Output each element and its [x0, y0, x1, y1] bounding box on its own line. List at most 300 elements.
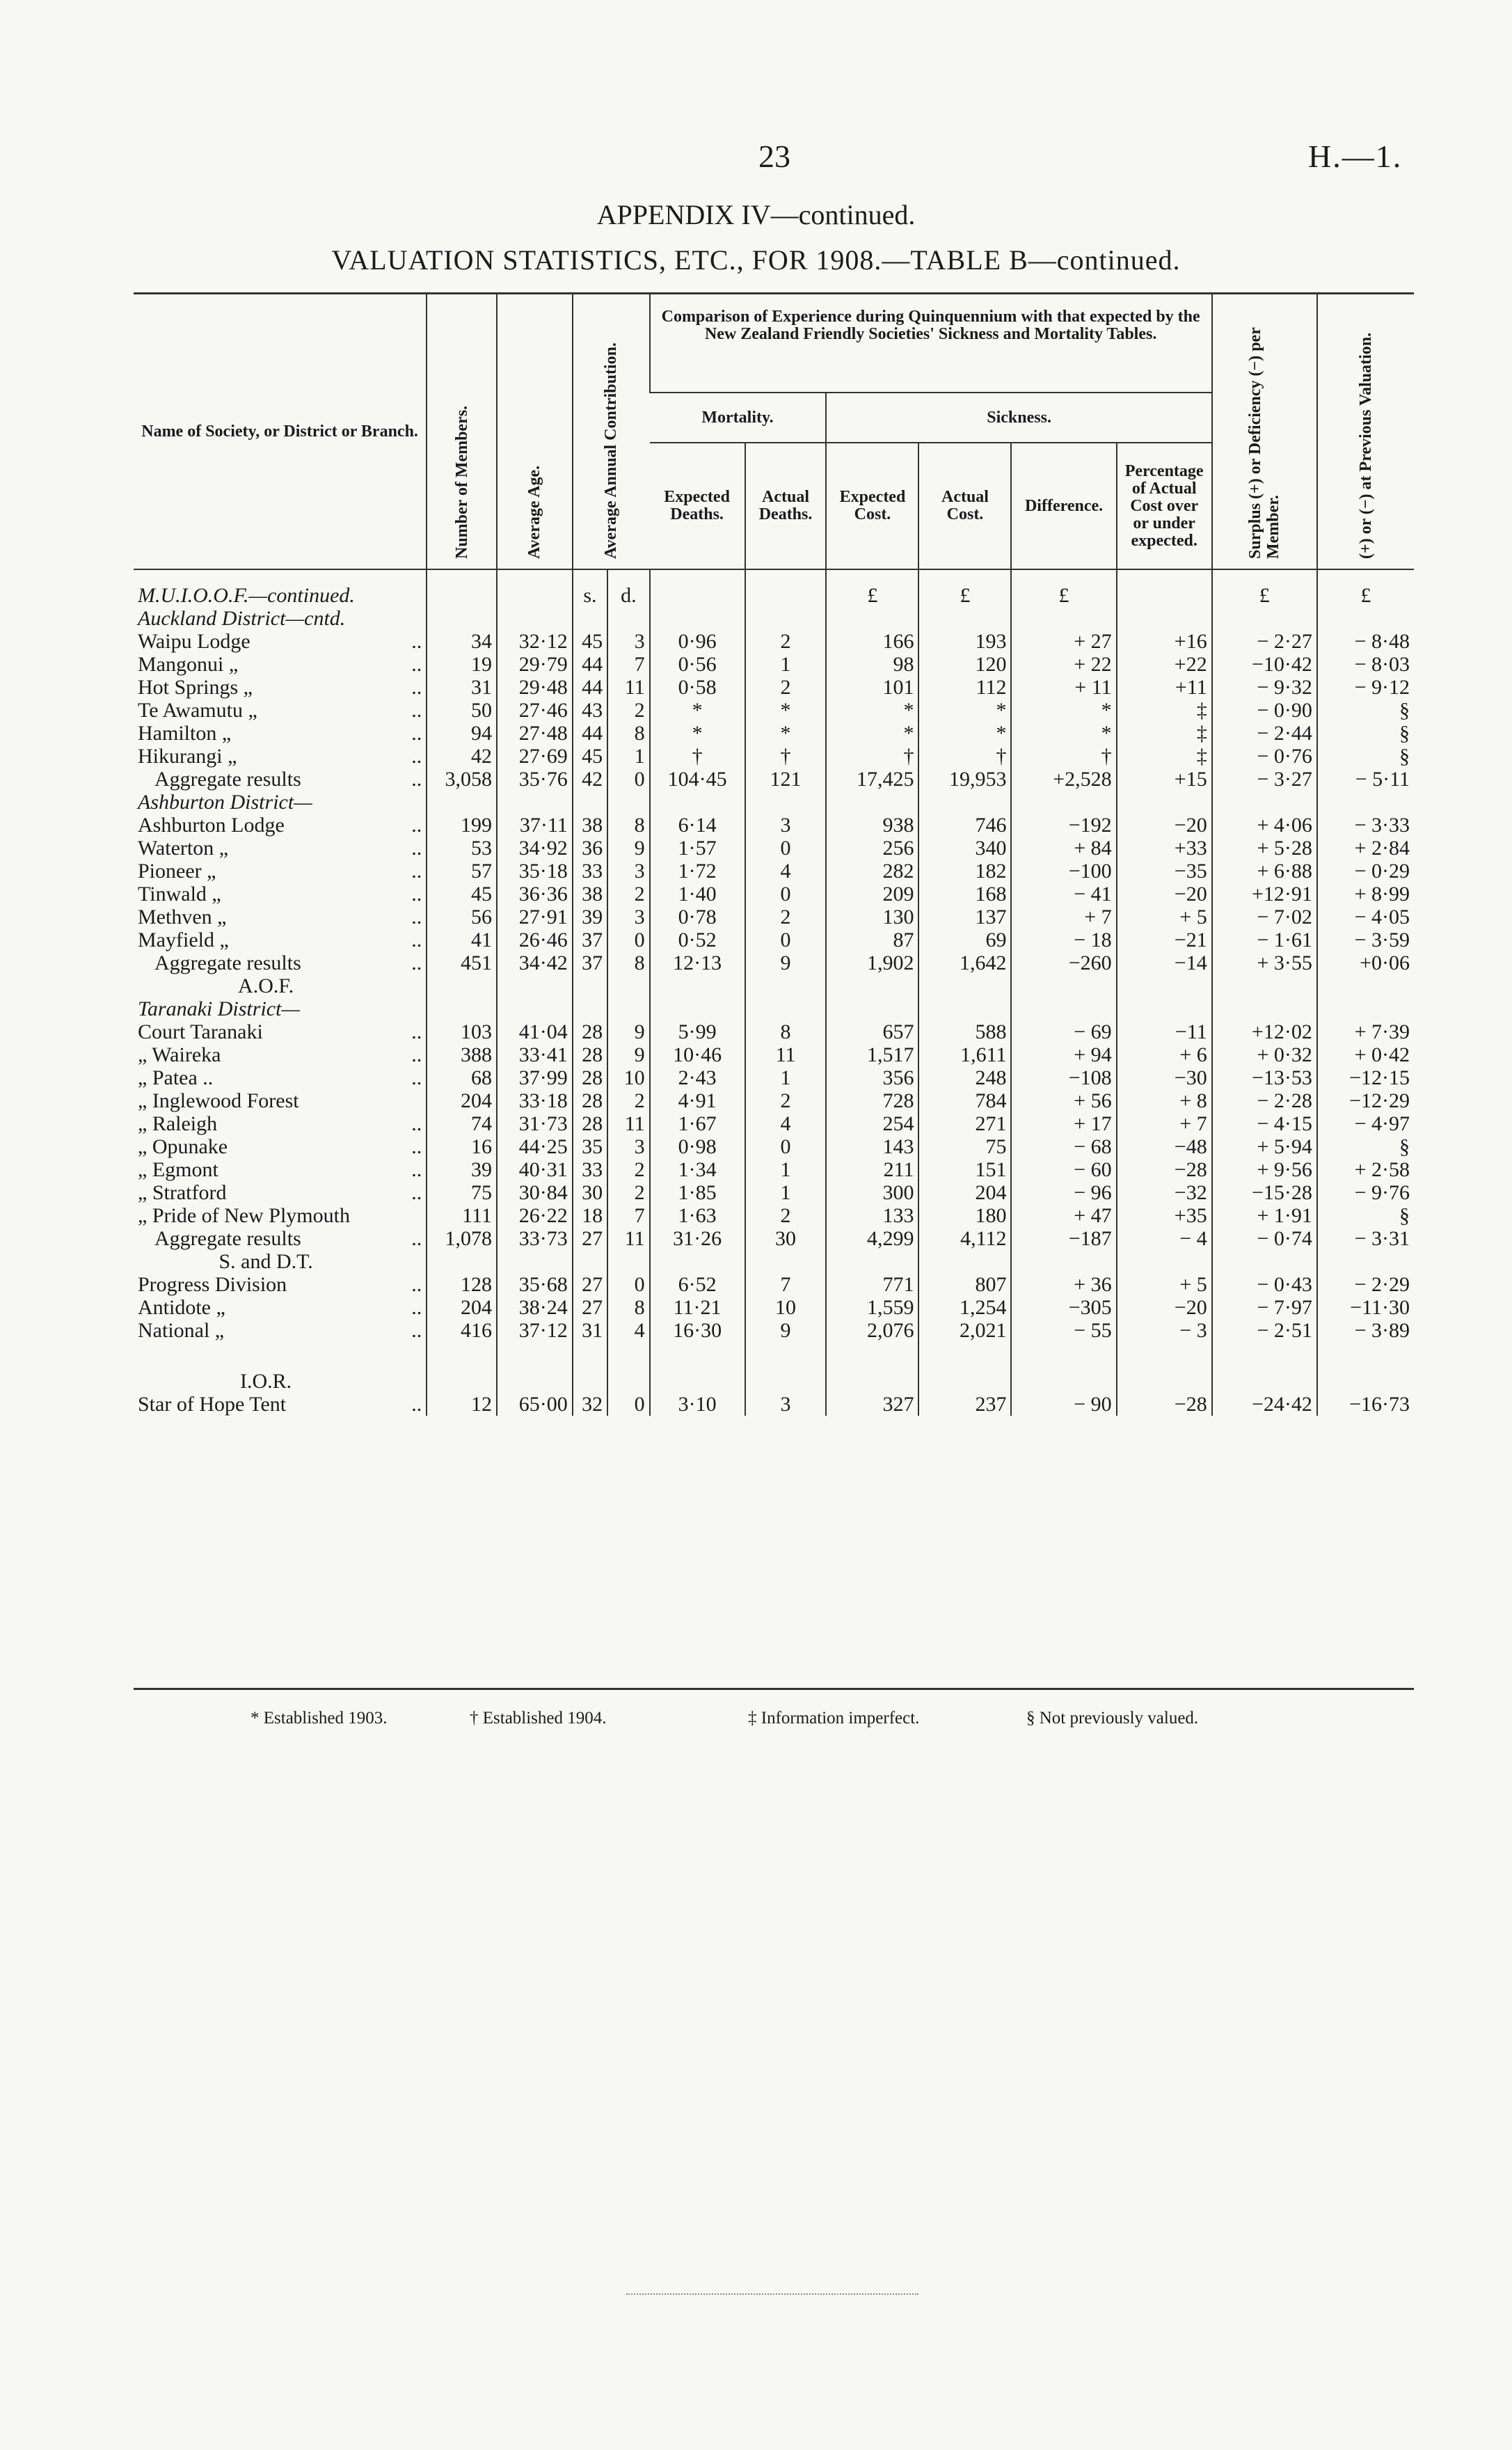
- cell-s: 30: [573, 1181, 607, 1204]
- row-label-cell: [134, 906, 427, 928]
- cell-members: 3,058: [427, 768, 497, 791]
- row-label: Aggregate results: [154, 768, 301, 791]
- branch-row: [134, 814, 1414, 837]
- row-label: Aggregate results: [154, 951, 301, 974]
- cell-exp-c: 771: [826, 1273, 918, 1296]
- cell-act-c: 271: [918, 1112, 1011, 1135]
- cell-surplus: − 9·32: [1212, 676, 1317, 699]
- cell-exp-d: 10·46: [650, 1043, 745, 1066]
- cell-act-c: 204: [918, 1181, 1011, 1204]
- branch-row: [134, 1273, 1414, 1296]
- cell-age: 27·48: [497, 722, 573, 745]
- print-smudge: [626, 2293, 918, 2295]
- cell-surplus: − 3·27: [1212, 768, 1317, 791]
- cell-prev: − 3·31: [1317, 1227, 1414, 1250]
- cell-diff: −192: [1011, 814, 1116, 837]
- cell-age: 37·99: [497, 1066, 573, 1089]
- row-label-cell: [134, 837, 427, 860]
- row-label-cell: [134, 768, 427, 791]
- cell-act-c: 746: [918, 814, 1011, 837]
- cell-act-d: 1: [745, 1181, 827, 1204]
- cell-exp-d: 1·40: [650, 883, 745, 906]
- cell-pct: −20: [1117, 814, 1212, 837]
- cell-pct: + 7: [1117, 1112, 1212, 1135]
- cell-s: 37: [573, 928, 607, 951]
- col-previous-header: (+) or (−) at Previous Valuation.: [1356, 332, 1375, 559]
- cell-diff: −305: [1011, 1296, 1116, 1319]
- cell-exp-c: 101: [826, 676, 918, 699]
- col-name-header: Name of Society, or District or Branch.: [141, 422, 418, 441]
- cell-pct: −32: [1117, 1181, 1212, 1204]
- cell-diff: − 96: [1011, 1181, 1116, 1204]
- cell-members: 74: [427, 1112, 497, 1135]
- col-age-header: Average Age.: [525, 465, 544, 559]
- cell-age: 44·25: [497, 1135, 573, 1158]
- cell-members: 103: [427, 1020, 497, 1043]
- col-expected-deaths-header: Expected Deaths.: [650, 443, 745, 569]
- cell-pct: −21: [1117, 928, 1212, 951]
- cell-d: 8: [607, 1296, 649, 1319]
- branch-row: [134, 699, 1414, 722]
- cell-age: 30·84: [497, 1181, 573, 1204]
- cell-pct: +16: [1117, 630, 1212, 653]
- cell-pct: −48: [1117, 1135, 1212, 1158]
- branch-row: [134, 745, 1414, 768]
- cell-exp-d: 0·78: [650, 906, 745, 928]
- row-label-cell: [134, 1158, 427, 1181]
- cell-d: 0: [607, 928, 649, 951]
- cell-s: 31: [573, 1319, 607, 1342]
- cell-d: 8: [607, 722, 649, 745]
- cell-act-c: 193: [918, 630, 1011, 653]
- row-label-cell: [134, 814, 427, 837]
- appendix-title: APPENDIX IV—continued.: [596, 199, 916, 230]
- row-label: Antidote „: [138, 1296, 225, 1319]
- branch-row: [134, 1158, 1414, 1181]
- branch-row: [134, 1135, 1414, 1158]
- row-label: „ Pride of New Plymouth: [138, 1204, 350, 1227]
- leader-dots: ..: [411, 745, 422, 768]
- cell-diff: +2,528: [1011, 768, 1116, 791]
- cell-d: 2: [607, 699, 649, 722]
- cell-diff: − 69: [1011, 1020, 1116, 1043]
- cell-pct: −28: [1117, 1393, 1212, 1416]
- cell-pct: −28: [1117, 1158, 1212, 1181]
- col-contribution-header: Average Annual Contribution.: [602, 342, 621, 559]
- leader-dots: ..: [411, 928, 422, 951]
- branch-row: [134, 1181, 1414, 1204]
- cell-pct: +22: [1117, 653, 1212, 676]
- cell-age: 35·18: [497, 860, 573, 883]
- cell-diff: †: [1011, 745, 1116, 768]
- row-label: Waipu Lodge: [138, 630, 250, 653]
- cell-d: 11: [607, 1112, 649, 1135]
- col-difference-header: Difference.: [1011, 443, 1116, 569]
- leader-dots: ..: [411, 1158, 422, 1181]
- branch-row: [134, 906, 1414, 928]
- cell-act-d: 10: [745, 1296, 827, 1319]
- cell-prev: + 7·39: [1317, 1020, 1414, 1043]
- leader-dots: ..: [411, 906, 422, 928]
- row-label-cell: [134, 951, 427, 974]
- leader-dots: ..: [411, 883, 422, 906]
- cell-surplus: + 6·88: [1212, 860, 1317, 883]
- cell-act-c: 168: [918, 883, 1011, 906]
- cell-prev: − 4·05: [1317, 906, 1414, 928]
- cell-exp-d: 1·57: [650, 837, 745, 860]
- cell-age: 33·41: [497, 1043, 573, 1066]
- cell-members: 16: [427, 1135, 497, 1158]
- cell-surplus: − 0·90: [1212, 699, 1317, 722]
- cell-surplus: − 4·15: [1212, 1112, 1317, 1135]
- cell-pct: +33: [1117, 837, 1212, 860]
- cell-diff: + 22: [1011, 653, 1116, 676]
- cell-age: 34·42: [497, 951, 573, 974]
- footnote-established-1903: * Established 1903.: [250, 1709, 388, 1728]
- cell-d: 9: [607, 1020, 649, 1043]
- cell-members: 111: [427, 1204, 497, 1227]
- row-label-cell: [134, 745, 427, 768]
- cell-members: 42: [427, 745, 497, 768]
- cell-surplus: − 0·76: [1212, 745, 1317, 768]
- cell-s: 35: [573, 1135, 607, 1158]
- district-heading-label: Ashburton District—: [138, 791, 312, 814]
- cell-age: 40·31: [497, 1158, 573, 1181]
- cell-pct: −11: [1117, 1020, 1212, 1043]
- branch-row: [134, 653, 1414, 676]
- row-label: Hamilton „: [138, 722, 232, 745]
- cell-s: 28: [573, 1112, 607, 1135]
- cell-act-c: 180: [918, 1204, 1011, 1227]
- cell-act-c: †: [918, 745, 1011, 768]
- cell-exp-d: 6·14: [650, 814, 745, 837]
- society-heading-label: I.O.R.: [240, 1370, 292, 1393]
- cell-act-d: 4: [745, 1112, 827, 1135]
- aggregate-row: [134, 768, 1414, 791]
- cell-members: 416: [427, 1319, 497, 1342]
- row-label: Waterton „: [138, 837, 229, 860]
- row-label-cell: [134, 1112, 427, 1135]
- cell-surplus: − 2·28: [1212, 1089, 1317, 1112]
- cell-act-d: 2: [745, 676, 827, 699]
- cell-surplus: − 2·27: [1212, 630, 1317, 653]
- cell-exp-c: 256: [826, 837, 918, 860]
- cell-act-c: 1,642: [918, 951, 1011, 974]
- cell-exp-d: 11·21: [650, 1296, 745, 1319]
- cell-members: 50: [427, 699, 497, 722]
- row-label-cell: [134, 699, 427, 722]
- cell-age: 32·12: [497, 630, 573, 653]
- cell-act-c: 340: [918, 837, 1011, 860]
- cell-diff: − 68: [1011, 1135, 1116, 1158]
- row-label: „ Egmont: [138, 1158, 218, 1181]
- cell-age: 29·48: [497, 676, 573, 699]
- cell-prev: + 8·99: [1317, 883, 1414, 906]
- cell-act-d: *: [745, 699, 827, 722]
- cell-act-d: 30: [745, 1227, 827, 1250]
- cell-act-c: 588: [918, 1020, 1011, 1043]
- cell-s: 42: [573, 768, 607, 791]
- cell-prev: §: [1317, 699, 1414, 722]
- cell-exp-c: 300: [826, 1181, 918, 1204]
- leader-dots: ..: [411, 1112, 422, 1135]
- cell-s: 45: [573, 630, 607, 653]
- cell-act-d: 0: [745, 928, 827, 951]
- cell-diff: −260: [1011, 951, 1116, 974]
- row-label-cell: [134, 653, 427, 676]
- cell-act-d: *: [745, 722, 827, 745]
- cell-pct: −14: [1117, 951, 1212, 974]
- cell-d: 11: [607, 1227, 649, 1250]
- cell-act-d: 11: [745, 1043, 827, 1066]
- cell-act-c: *: [918, 722, 1011, 745]
- row-label: Methven „: [138, 906, 227, 928]
- cell-prev: − 8·03: [1317, 653, 1414, 676]
- leader-dots: ..: [411, 860, 422, 883]
- cell-diff: −108: [1011, 1066, 1116, 1089]
- cell-prev: − 0·29: [1317, 860, 1414, 883]
- cell-prev: + 2·84: [1317, 837, 1414, 860]
- cell-exp-d: 1·85: [650, 1181, 745, 1204]
- col-actual-cost-header: Actual Cost.: [918, 443, 1011, 569]
- cell-diff: *: [1011, 699, 1116, 722]
- cell-pct: +15: [1117, 768, 1212, 791]
- row-label: Hot Springs „: [138, 676, 253, 699]
- society-heading: [134, 1370, 1414, 1393]
- cell-age: 38·24: [497, 1296, 573, 1319]
- cell-surplus: − 7·02: [1212, 906, 1317, 928]
- cell-exp-d: 0·96: [650, 630, 745, 653]
- cell-diff: + 56: [1011, 1089, 1116, 1112]
- cell-age: 27·69: [497, 745, 573, 768]
- cell-d: 8: [607, 951, 649, 974]
- cell-members: 56: [427, 906, 497, 928]
- footnote-information-imperfect: ‡ Information imperfect.: [748, 1709, 920, 1728]
- row-label-cell: [134, 630, 427, 653]
- units-row: [134, 569, 1414, 607]
- branch-row: [134, 837, 1414, 860]
- table-header: [134, 294, 1414, 570]
- row-label: Hikurangi „: [138, 745, 237, 768]
- row-label-cell: [134, 1296, 427, 1319]
- cell-d: 1: [607, 745, 649, 768]
- district-heading-label: Taranaki District—: [138, 997, 301, 1020]
- row-label-cell: [134, 676, 427, 699]
- cell-act-d: 0: [745, 1135, 827, 1158]
- cell-prev: −12·29: [1317, 1089, 1414, 1112]
- cell-act-c: 182: [918, 860, 1011, 883]
- branch-row: [134, 928, 1414, 951]
- aggregate-row: [134, 1227, 1414, 1250]
- row-label: Ashburton Lodge: [138, 814, 285, 837]
- cell-act-d: 8: [745, 1020, 827, 1043]
- row-label: Mayfield „: [138, 928, 229, 951]
- row-label: „ Opunake: [138, 1135, 228, 1158]
- cell-act-c: 112: [918, 676, 1011, 699]
- leader-dots: ..: [411, 1296, 422, 1319]
- branch-row: [134, 1043, 1414, 1066]
- cell-exp-c: 130: [826, 906, 918, 928]
- cell-prev: +0·06: [1317, 951, 1414, 974]
- row-label-cell: [134, 722, 427, 745]
- cell-d: 0: [607, 1393, 649, 1416]
- cell-d: 3: [607, 630, 649, 653]
- cell-s: 38: [573, 814, 607, 837]
- cell-pct: ‡: [1117, 745, 1212, 768]
- cell-act-d: 1: [745, 1066, 827, 1089]
- cell-s: 37: [573, 951, 607, 974]
- cell-act-c: 137: [918, 906, 1011, 928]
- cell-exp-d: 0·56: [650, 653, 745, 676]
- row-label: „ Patea ..: [138, 1066, 214, 1089]
- cell-exp-d: 0·52: [650, 928, 745, 951]
- cell-act-c: *: [918, 699, 1011, 722]
- cell-pct: −30: [1117, 1066, 1212, 1089]
- cell-age: 26·22: [497, 1204, 573, 1227]
- leader-dots: ..: [411, 951, 422, 974]
- cell-age: 27·46: [497, 699, 573, 722]
- cell-act-c: 1,611: [918, 1043, 1011, 1066]
- cell-members: 34: [427, 630, 497, 653]
- cell-s: 36: [573, 837, 607, 860]
- leader-dots: ..: [411, 676, 422, 699]
- cell-d: 0: [607, 768, 649, 791]
- cell-d: 4: [607, 1319, 649, 1342]
- cell-members: 128: [427, 1273, 497, 1296]
- cell-s: 32: [573, 1393, 607, 1416]
- cell-act-d: 7: [745, 1273, 827, 1296]
- cell-act-c: 69: [918, 928, 1011, 951]
- cell-surplus: + 9·56: [1212, 1158, 1317, 1181]
- district-row: [134, 607, 1414, 630]
- cell-members: 19: [427, 653, 497, 676]
- cell-diff: + 36: [1011, 1273, 1116, 1296]
- cell-act-c: 784: [918, 1089, 1011, 1112]
- cell-age: 65·00: [497, 1393, 573, 1416]
- cell-age: 33·73: [497, 1227, 573, 1250]
- cell-d: 3: [607, 906, 649, 928]
- cell-act-c: 120: [918, 653, 1011, 676]
- cell-exp-c: 166: [826, 630, 918, 653]
- cell-prev: §: [1317, 1204, 1414, 1227]
- cell-exp-c: 1,559: [826, 1296, 918, 1319]
- cell-surplus: + 0·32: [1212, 1043, 1317, 1066]
- cell-act-d: 1: [745, 653, 827, 676]
- branch-row: [134, 1319, 1414, 1342]
- row-label-cell: [134, 1089, 427, 1112]
- cell-exp-c: 143: [826, 1135, 918, 1158]
- branch-row: [134, 630, 1414, 653]
- cell-prev: −12·15: [1317, 1066, 1414, 1089]
- cell-members: 75: [427, 1181, 497, 1204]
- cell-d: 2: [607, 1181, 649, 1204]
- valuation-table: [134, 292, 1414, 1416]
- cell-exp-c: 938: [826, 814, 918, 837]
- cell-act-d: 0: [745, 837, 827, 860]
- row-label: „ Stratford: [138, 1181, 227, 1204]
- cell-s: 44: [573, 722, 607, 745]
- cell-prev: + 2·58: [1317, 1158, 1414, 1181]
- cell-members: 204: [427, 1089, 497, 1112]
- society-heading-label: S. and D.T.: [218, 1250, 313, 1273]
- row-label-cell: [134, 1043, 427, 1066]
- cell-d: 10: [607, 1066, 649, 1089]
- district-heading: [134, 791, 1414, 814]
- cell-exp-c: 211: [826, 1158, 918, 1181]
- cell-members: 12: [427, 1393, 497, 1416]
- col-actual-deaths-header: Actual Deaths.: [745, 443, 827, 569]
- footnote-not-previously-valued: § Not previously valued.: [1026, 1709, 1199, 1728]
- cell-exp-c: 728: [826, 1089, 918, 1112]
- row-label: Progress Division: [138, 1273, 287, 1296]
- cell-exp-c: *: [826, 699, 918, 722]
- row-label-cell: [134, 1227, 427, 1250]
- cell-members: 39: [427, 1158, 497, 1181]
- cell-act-c: 248: [918, 1066, 1011, 1089]
- cell-surplus: −24·42: [1212, 1393, 1317, 1416]
- cell-exp-c: 657: [826, 1020, 918, 1043]
- cell-diff: + 11: [1011, 676, 1116, 699]
- cell-act-d: 3: [745, 814, 827, 837]
- cell-pct: + 8: [1117, 1089, 1212, 1112]
- cell-act-d: 1: [745, 1158, 827, 1181]
- cell-surplus: − 1·61: [1212, 928, 1317, 951]
- cell-s: 45: [573, 745, 607, 768]
- unit-pound: £: [918, 569, 1011, 607]
- leader-dots: ..: [411, 1227, 422, 1250]
- section-heading: M.U.I.O.O.F.—continued.: [138, 584, 355, 607]
- row-label: Tinwald „: [138, 883, 221, 906]
- cell-s: 28: [573, 1066, 607, 1089]
- cell-prev: − 5·11: [1317, 768, 1414, 791]
- district-heading: Auckland District—cntd.: [138, 607, 346, 630]
- society-heading-label: A.O.F.: [238, 974, 294, 997]
- society-heading: [134, 1250, 1414, 1273]
- cell-members: 41: [427, 928, 497, 951]
- cell-exp-d: 5·99: [650, 1020, 745, 1043]
- society-heading: [134, 974, 1414, 997]
- cell-act-d: †: [745, 745, 827, 768]
- cell-surplus: − 7·97: [1212, 1296, 1317, 1319]
- cell-age: 33·18: [497, 1089, 573, 1112]
- cell-surplus: −10·42: [1212, 653, 1317, 676]
- cell-exp-c: †: [826, 745, 918, 768]
- col-sickness-header: Sickness.: [826, 393, 1211, 443]
- leader-dots: ..: [411, 1319, 422, 1342]
- unit-pound: £: [826, 569, 918, 607]
- col-surplus-header: Surplus (+) or Deficiency (−) per Member.: [1246, 327, 1283, 559]
- row-label-cell: [134, 1273, 427, 1296]
- unit-pound: £: [1011, 569, 1116, 607]
- cell-age: 35·68: [497, 1273, 573, 1296]
- cell-age: 37·11: [497, 814, 573, 837]
- cell-act-c: 1,254: [918, 1296, 1011, 1319]
- row-label-cell: [134, 1393, 427, 1416]
- cell-diff: −100: [1011, 860, 1116, 883]
- cell-prev: − 3·33: [1317, 814, 1414, 837]
- cell-act-c: 4,112: [918, 1227, 1011, 1250]
- cell-prev: §: [1317, 1135, 1414, 1158]
- cell-diff: + 84: [1011, 837, 1116, 860]
- cell-d: 2: [607, 1089, 649, 1112]
- cell-s: 28: [573, 1020, 607, 1043]
- leader-dots: ..: [411, 1181, 422, 1204]
- leader-dots: ..: [411, 1066, 422, 1089]
- leader-dots: ..: [411, 768, 422, 791]
- cell-d: 8: [607, 814, 649, 837]
- cell-exp-c: 98: [826, 653, 918, 676]
- cell-exp-c: 327: [826, 1393, 918, 1416]
